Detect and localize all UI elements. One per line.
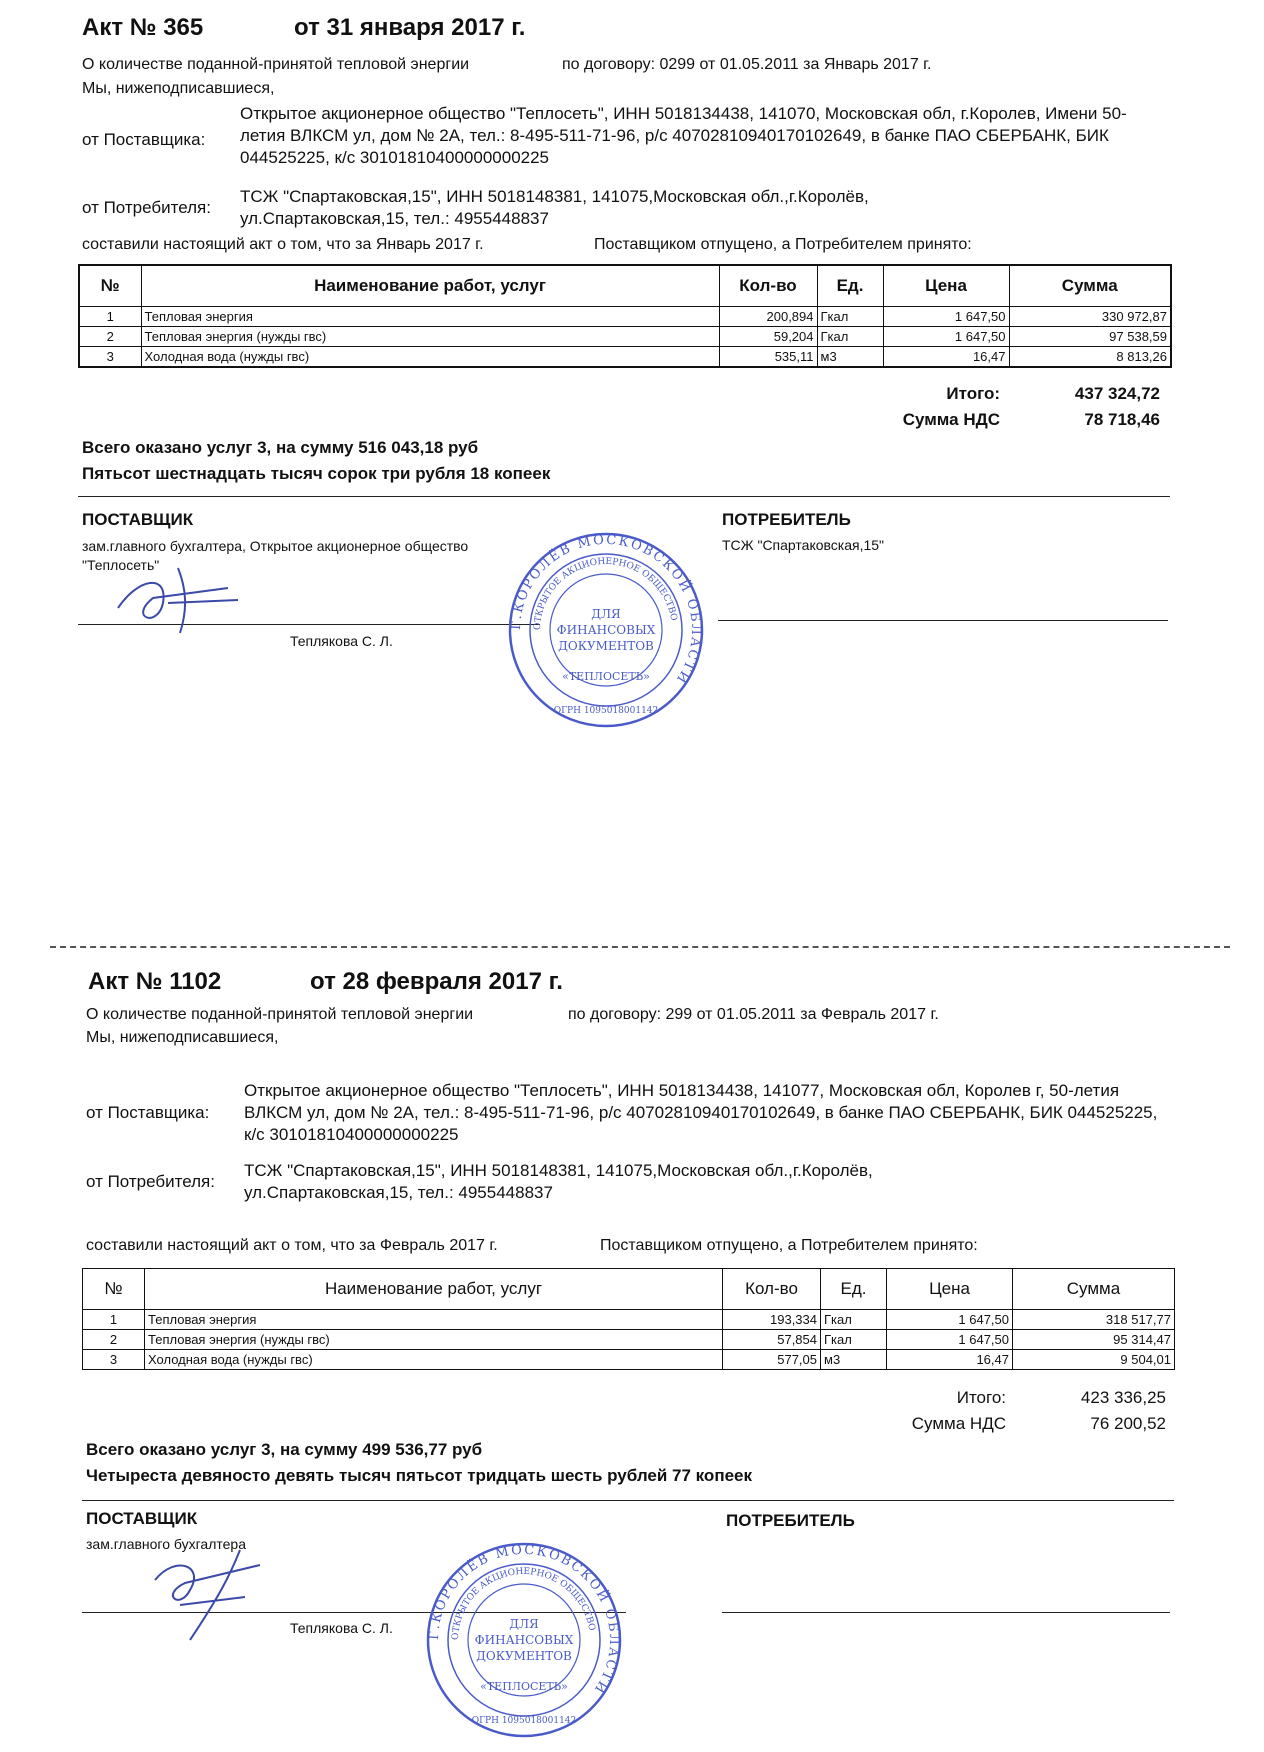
amount-in-words: Пятьсот шестнадцать тысяч сорок три рубля 18 копеек [82,464,551,483]
supplier-details: Открытое акционерное общество "Теплосеть", ИНН 5018134438, 141077, Московская обл, Королев г, 50-летия ВЛКСМ ул, дом № 2А, тел.: 8-495-511-71-96, р/с 40702810940170102649, в банке ПАО СБЕРБАНК, БИК 044525225, к/с 30101810400000000225 [244,1081,1158,1144]
consumer-heading: ПОТРЕБИТЕЛЬ [722,510,851,529]
seal-center-line: ФИНАНСОВЫХ [474,1633,574,1647]
col-header-name: Наименование работ, услуг [145,1269,723,1310]
table-row [79,347,1171,368]
seal-bottom-text: «ТЕПЛОСЕТЬ» [562,670,650,683]
cell-unit: Гкал [817,307,883,327]
act-date: от 28 февраля 2017 г. [310,968,563,995]
act-number: Акт № 1102 [88,968,222,995]
cell-name: Тепловая энергия (нужды гвс) [141,327,719,347]
cell-unit: м3 [817,347,883,368]
cell-price: 16,47 [883,347,1009,368]
supplier-position: зам.главного бухгалтера [86,1536,246,1552]
seal-ogrn: ОГРН 1095018001142 [471,1716,577,1726]
cell-qty: 59,204 [719,327,817,347]
handwritten-signature [150,1535,280,1645]
total-value: 423 336,25 [1080,1388,1166,1407]
act-date: от 31 января 2017 г. [294,14,526,41]
amount-in-words: Четыреста девяносто девять тысяч пятьсот тридцать шесть рублей 77 копеек [86,1466,753,1485]
cell-unit: Гкал [821,1330,887,1350]
cell-sum: 318 517,77 [1013,1310,1175,1330]
cell-name: Тепловая энергия [145,1310,723,1330]
col-header-sum: Сумма [1013,1269,1175,1310]
col-header-name: Наименование работ, услуг [141,265,719,307]
services-total: Всего оказано услуг 3, на сумму 499 536,77 руб [86,1440,483,1459]
col-header-price: Цена [887,1269,1013,1310]
services-table [82,1268,1175,1370]
vat-value: 76 200,52 [1090,1414,1166,1433]
seal-bottom-text: «ТЕПЛОСЕТЬ» [480,1680,568,1693]
cell-qty: 577,05 [723,1350,821,1370]
signatories-intro: Мы, нижеподписавшиеся, [86,1029,279,1046]
cell-name: Холодная вода (нужды гвс) [141,347,719,368]
composed-statement: составили настоящий акт о том, что за Февраль 2017 г. [86,1237,498,1254]
seal-outer-text: Г.КОРОЛЁВ МОСКОВСКОЙ ОБЛАСТИ [508,532,704,687]
act-number: Акт № 365 [82,14,204,41]
consumer-name: ТСЖ "Спартаковская,15" [722,537,885,553]
cell-price: 1 647,50 [883,307,1009,327]
consumer-heading: ПОТРЕБИТЕЛЬ [726,1511,855,1530]
cell-price: 1 647,50 [883,327,1009,347]
cell-name: Холодная вода (нужды гвс) [145,1350,723,1370]
col-header-unit: Ед. [821,1269,887,1310]
seal-center-line: ФИНАНСОВЫХ [556,623,656,637]
col-header-qty: Кол-во [719,265,817,307]
col-header-number: № [83,1269,145,1310]
contract-info: по договору: 299 от 01.05.2011 за Февраль 2017 г. [568,1006,939,1023]
consumer-signature-line [718,620,1168,621]
cell-qty: 57,854 [723,1330,821,1350]
supplier-signer-name: Теплякова С. Л. [290,1620,393,1636]
cell-number: 3 [79,347,141,368]
cell-sum: 95 314,47 [1013,1330,1175,1350]
consumer-label: от Потребителя: [82,198,211,217]
signatories-intro: Мы, нижеподписавшиеся, [82,80,275,97]
handwritten-signature [108,548,248,638]
act-subject: О количестве поданной-принятой тепловой энергии [86,1006,474,1023]
table-row [79,307,1171,327]
cell-sum: 9 504,01 [1013,1350,1175,1370]
col-header-unit: Ед. [817,265,883,307]
cell-number: 1 [79,307,141,327]
consumer-signature-line [722,1612,1170,1613]
cell-name: Тепловая энергия (нужды гвс) [145,1330,723,1350]
seal-inner-text: ОТКРЫТОЕ АКЦИОНЕРНОЕ ОБЩЕСТВО [450,1566,597,1641]
table-row [79,327,1171,347]
cell-qty: 535,11 [719,347,817,368]
act-subject: О количестве поданной-принятой тепловой энергии [82,56,470,73]
col-header-price: Цена [883,265,1009,307]
cell-qty: 193,334 [723,1310,821,1330]
total-value: 437 324,72 [1074,384,1160,403]
supplier-details: Открытое акционерное общество "Теплосеть", ИНН 5018134438, 141070, Московская обл, г.Королев, Имени 50-летия ВЛКСМ ул, дом № 2А, тел.: 8-495-511-71-96, р/с 40702810940170102649, в банке ПАО СБЕРБАНК, БИК 044525225, к/с 30101810400000000225 [240,104,1127,167]
cell-number: 3 [83,1350,145,1370]
divider [78,496,1170,497]
supplier-label: от Поставщика: [86,1103,210,1122]
organization-seal [424,1540,624,1740]
cell-unit: Гкал [821,1310,887,1330]
supplier-position: зам.главного бухгалтера, Открытое акционерное общество "Теплосеть" [82,538,469,573]
seal-center-line: ДЛЯ [591,607,621,621]
supplier-heading: ПОСТАВЩИК [86,1509,198,1528]
cell-sum: 97 538,59 [1009,327,1171,347]
divider [82,1500,1174,1501]
table-row [83,1310,1175,1330]
col-header-number: № [79,265,141,307]
contract-info: по договору: 0299 от 01.05.2011 за Январь 2017 г. [562,56,932,73]
cell-unit: Гкал [817,327,883,347]
supplier-heading: ПОСТАВЩИК [82,510,194,529]
consumer-label: от Потребителя: [86,1172,215,1191]
cell-unit: м3 [821,1350,887,1370]
cell-price: 16,47 [887,1350,1013,1370]
cell-number: 2 [79,327,141,347]
supplier-signer-name: Теплякова С. Л. [290,633,393,649]
cell-price: 1 647,50 [887,1310,1013,1330]
seal-center-line: ДОКУМЕНТОВ [558,639,654,653]
supplier-label: от Поставщика: [82,130,206,149]
table-header-row [79,265,1171,307]
seal-center-line: ДЛЯ [509,1617,539,1631]
seal-ogrn: ОГРН 1095018001142 [553,706,659,716]
cell-sum: 8 813,26 [1009,347,1171,368]
consumer-details: ТСЖ "Спартаковская,15", ИНН 5018148381, 141075,Московская обл.,г.Королёв, ул.Спартаковская,15, тел.: 4955448837 [244,1161,873,1202]
vat-label: Сумма НДС [902,410,1000,429]
services-table [78,264,1172,368]
consumer-details: ТСЖ "Спартаковская,15", ИНН 5018148381, 141075,Московская обл.,г.Королёв, ул.Спартаковская,15, тел.: 4955448837 [240,187,869,228]
cell-price: 1 647,50 [887,1330,1013,1350]
services-total: Всего оказано услуг 3, на сумму 516 043,18 руб [82,438,479,457]
vat-value: 78 718,46 [1084,410,1160,429]
total-label: Итого: [956,1388,1006,1407]
col-header-sum: Сумма [1009,265,1171,307]
seal-inner-text: ОТКРЫТОЕ АКЦИОНЕРНОЕ ОБЩЕСТВО [532,556,679,631]
vat-label: Сумма НДС [911,1414,1006,1433]
released-statement: Поставщиком отпущено, а Потребителем принято: [594,236,972,253]
col-header-qty: Кол-во [723,1269,821,1310]
total-label: Итого: [946,384,1000,403]
composed-statement: составили настоящий акт о том, что за Январь 2017 г. [82,236,484,253]
cell-qty: 200,894 [719,307,817,327]
cell-number: 1 [83,1310,145,1330]
cell-number: 2 [83,1330,145,1350]
table-header-row [83,1269,1175,1310]
seal-outer-text: Г.КОРОЛЁВ МОСКОВСКОЙ ОБЛАСТИ [426,1542,622,1697]
table-row [83,1350,1175,1370]
seal-center-line: ДОКУМЕНТОВ [476,1649,572,1663]
cell-name: Тепловая энергия [141,307,719,327]
organization-seal [506,530,706,730]
cell-sum: 330 972,87 [1009,307,1171,327]
page-separator [50,946,1230,948]
table-row [83,1330,1175,1350]
released-statement: Поставщиком отпущено, а Потребителем принято: [600,1237,978,1254]
